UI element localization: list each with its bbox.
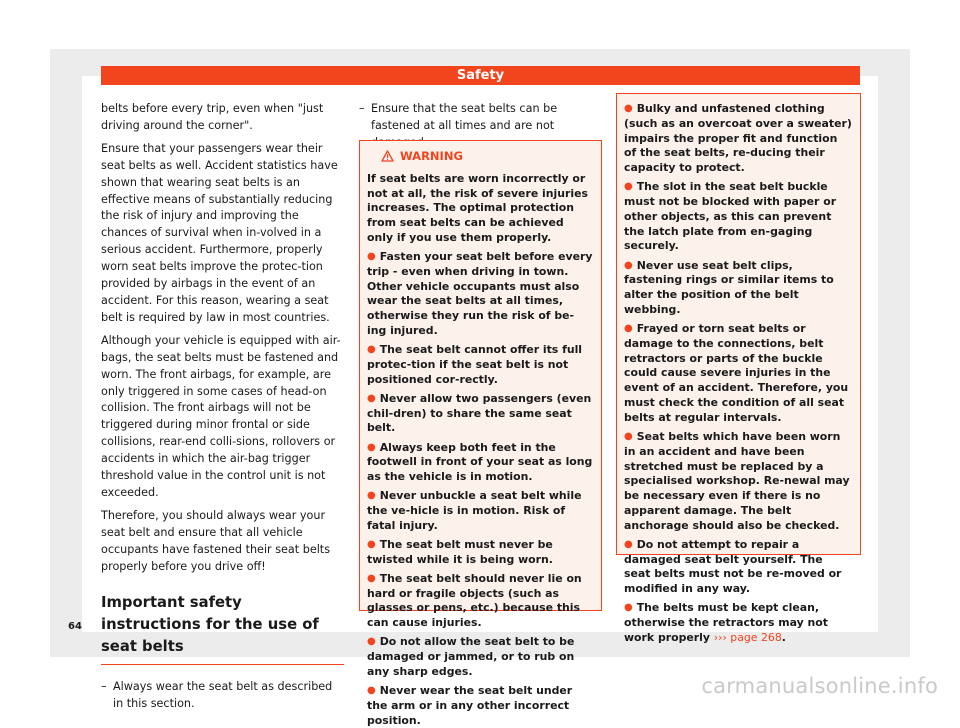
bullet-icon: ● <box>367 490 376 502</box>
warning-item: ● Do not attempt to repair a damaged seat belt yourself. The seat belts must not be re-moved or modified in any way. <box>624 537 842 596</box>
warning-triangle-icon <box>381 150 394 162</box>
warning-box-right <box>616 93 861 644</box>
warning-item: ● The slot in the seat belt buckle must not be blocked with paper or other objects, as this can prevent the latch plate from en-gaging securely. <box>624 180 837 253</box>
bullet-icon: ● <box>624 103 633 114</box>
bullet-icon: ● <box>624 602 633 614</box>
page-number: 64 <box>68 621 82 632</box>
bullet-icon: ● <box>624 259 633 271</box>
bullet-icon: ● <box>367 538 376 550</box>
warning-title-text: WARNING <box>400 149 463 163</box>
paragraph: Therefore, you should always wear your seat belt and ensure that all vehicle occupants have fastened their seat belts properly before you drive off! <box>101 508 331 573</box>
section-heading: Important safety instructions for the use of seat belts <box>101 592 344 665</box>
warning-item: ● Never unbuckle a seat belt while the ve-hicle is in motion. Risk of fatal injury. <box>367 489 582 532</box>
bullet-icon: ● <box>367 392 376 404</box>
dash-list-item: – Always wear the seat belt as described in this section. <box>101 679 344 713</box>
bullet-icon: ● <box>624 538 633 550</box>
warning-box-left <box>359 140 602 727</box>
bullet-icon: ● <box>624 181 633 193</box>
paragraph: belts before every trip, even when "just driving around the corner". <box>101 102 324 132</box>
dash-list-item: – Ensure that the seat belts can be fastened at all times and are not <box>359 101 601 152</box>
paragraph: Ensure that your passengers wear their seat belts as well. Accident statistics have shown that wearing seat belts is an effective means of substantially reducing the risk of injury and improving the chances of survival when in-volved in a serious accident. Furthermore, properly worn seat belts improve the protec-tion provided by airbags in the event of an accident. For this reason, wearing a seat belt is required by law in most countries. <box>101 141 338 324</box>
bullet-icon: ● <box>367 636 376 648</box>
bullet-icon: ● <box>367 344 376 356</box>
bullet-icon: ● <box>624 323 633 335</box>
section-header: Safety <box>101 66 860 85</box>
bullet-icon: ● <box>367 572 376 584</box>
warning-item: ● Always keep both feet in the footwell in front of your seat as long as the vehicle is in motion. <box>367 440 593 484</box>
warning-item: ● The seat belt cannot offer its full protec-tion if the seat belt is not positioned cor-rectly. <box>367 343 583 386</box>
warning-item: ● Never allow two passengers (even chil-dren) to share the same seat belt. <box>367 391 592 435</box>
watermark: carmanualsonline.info <box>701 674 938 698</box>
column-left <box>101 101 344 719</box>
warning-item: ● Do not allow the seat belt to be damaged or jammed, or to rub on any sharp edges. <box>367 635 575 678</box>
warning-title <box>367 149 593 164</box>
bullet-icon: ● <box>367 684 376 696</box>
warning-item: ● Never wear the seat belt under the arm or in any other incorrect position. <box>367 683 573 727</box>
paragraph: Although your vehicle is equipped with air-bags, the seat belts must be fastened and worn. The front airbags, for example, are only triggered in some cases of head-on collision. The front airbags will not be triggered during minor frontal or side collisions, rear-end colli-sions, rollovers or accidents in which the air-bag trigger threshold value in the control unit is not exceeded. <box>101 333 341 499</box>
bullet-icon: ● <box>624 430 633 442</box>
page-reference-link[interactable]: ››› page 268 <box>713 630 782 644</box>
warning-item: ● Fasten your seat belt before every trip - even when driving in town. Other vehicle occupants must also wear the seat belts at all times, otherwise they run the risk of be-ing injured. <box>367 250 593 338</box>
warning-item: ● The belts must be kept clean, otherwise the retractors may not work properly ››› page 268. <box>624 601 828 644</box>
bullet-icon: ● <box>367 441 376 453</box>
warning-item: ● The seat belt should never lie on hard or fragile objects (such as glasses or pens, etc.) because this can cause injuries. <box>367 571 582 630</box>
warning-item: ● Seat belts which have been worn in an accident and have been stretched must be replaced by a specialised workshop. Re-newal may be necessary even if there is no apparent damage. The belt anchorage should also be checked. <box>624 429 850 532</box>
warning-item: ● Never use seat belt clips, fastening rings or similar items to alter the position of the belt webbing. <box>624 258 834 316</box>
bullet-icon: ● <box>367 251 376 263</box>
warning-intro: If seat belts are worn incorrectly or not at all, the risk of severe injuries increases. The optimal protection from seat belts can be achieved only if you use them properly. <box>367 171 588 244</box>
warning-item: ● The seat belt must never be twisted while it is being worn. <box>367 537 553 566</box>
warning-item: ● Bulky and unfastened clothing (such as an overcoat over a sweater) impairs the proper fit and function of the seat belts, re-ducing their capacity to protect. <box>624 102 852 175</box>
warning-item: ● Frayed or torn seat belts or damage to the connections, belt retractors or parts of the buckle could cause severe injuries in the event of an accident. Therefore, you must check the condition of all seat belts at regular intervals. <box>624 322 849 424</box>
